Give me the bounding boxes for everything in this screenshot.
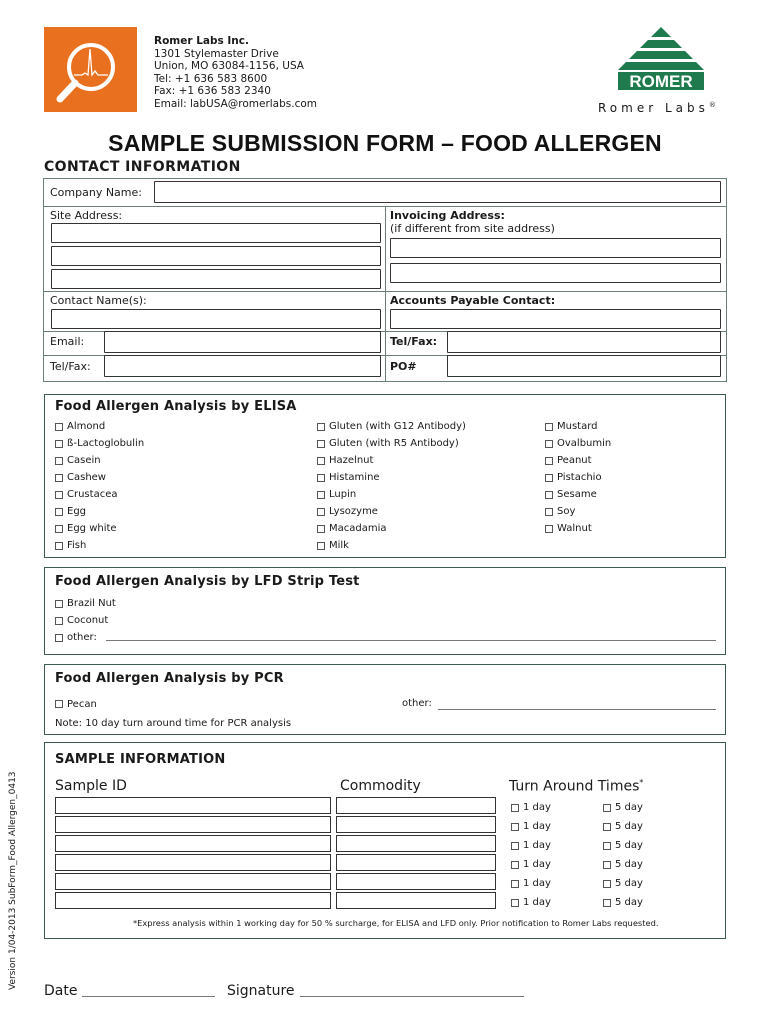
checkbox-item[interactable] — [317, 469, 466, 486]
tat-label: 1 day — [523, 802, 551, 813]
date-label: Date — [44, 983, 78, 999]
elisa-column-1 — [55, 418, 144, 554]
checkbox-item[interactable] — [55, 520, 144, 537]
checkbox-icon[interactable] — [317, 457, 325, 465]
checkbox-item[interactable] — [55, 629, 116, 646]
site-address-field-2[interactable] — [51, 246, 381, 266]
tat-header — [509, 778, 643, 795]
tat-label: 5 day — [615, 878, 643, 889]
checkbox-icon[interactable] — [545, 508, 553, 516]
tel-fax-left-field[interactable] — [104, 355, 381, 377]
checkbox-icon[interactable] — [511, 899, 519, 907]
accounts-payable-field[interactable] — [390, 309, 721, 329]
checkbox-label: Soy — [557, 506, 576, 517]
checkbox-icon[interactable] — [511, 823, 519, 831]
tat-label: 1 day — [523, 878, 551, 889]
magnifier-icon — [44, 27, 137, 112]
accounts-payable-label: Accounts Payable Contact: — [390, 294, 556, 307]
checkbox-label: Pecan — [67, 698, 97, 710]
commodity-field[interactable] — [336, 797, 496, 814]
checkbox-icon[interactable] — [545, 440, 553, 448]
po-label: PO# — [390, 360, 417, 373]
checkbox-label: Hazelnut — [329, 455, 374, 466]
contact-names-field[interactable] — [51, 309, 381, 329]
checkbox-icon[interactable] — [55, 700, 63, 708]
tat-5day-option[interactable] — [603, 798, 643, 817]
elisa-title: Food Allergen Analysis by ELISA — [55, 399, 297, 414]
checkbox-item[interactable] — [545, 418, 611, 435]
checkbox-icon[interactable] — [603, 899, 611, 907]
checkbox-icon[interactable] — [603, 880, 611, 888]
sample-title: SAMPLE INFORMATION — [55, 752, 226, 767]
checkbox-label: Cashew — [67, 472, 106, 483]
checkbox-label: Sesame — [557, 489, 597, 500]
checkbox-label: Egg — [67, 506, 87, 517]
checkbox-icon[interactable] — [55, 440, 63, 448]
tat-asterisk: * — [639, 778, 644, 787]
commodity-header: Commodity — [340, 778, 421, 794]
company-name-field[interactable] — [154, 181, 721, 203]
checkbox-label: Macadamia — [329, 523, 387, 534]
checkbox-item[interactable] — [55, 697, 97, 711]
checkbox-icon[interactable] — [603, 804, 611, 812]
address-line: 1301 Stylemaster Drive — [154, 47, 279, 60]
checkbox-icon[interactable] — [55, 457, 63, 465]
tat-1day-options — [511, 798, 551, 912]
checkbox-icon[interactable] — [545, 474, 553, 482]
tat-header-text: Turn Around Times — [509, 778, 640, 795]
checkbox-icon[interactable] — [603, 861, 611, 869]
express-footnote: *Express analysis within 1 working day for 50 % surcharge, for ELISA and LFD only. Prior notification to Romer Labs requested. — [133, 918, 659, 928]
sample-id-field[interactable] — [55, 816, 331, 833]
checkbox-label: Coconut — [67, 615, 109, 626]
checkbox-icon[interactable] — [55, 474, 63, 482]
commodity-field[interactable] — [336, 854, 496, 871]
address-line: Union, MO 63084-1156, USA — [154, 60, 304, 72]
tat-label: 1 day — [523, 821, 551, 832]
pcr-other-input-line[interactable] — [438, 709, 716, 710]
checkbox-label: other: — [67, 632, 97, 643]
checkbox-icon[interactable] — [317, 423, 325, 431]
pcr-title: Food Allergen Analysis by PCR — [55, 671, 284, 686]
sample-id-field[interactable] — [55, 797, 331, 814]
checkbox-icon[interactable] — [55, 525, 63, 533]
tat-label: 5 day — [615, 840, 643, 851]
checkbox-item[interactable] — [317, 452, 466, 469]
tat-5day-option[interactable] — [603, 855, 643, 874]
checkbox-item[interactable] — [55, 537, 144, 554]
invoicing-address-field-1[interactable] — [390, 238, 721, 258]
company-name-label: Company Name: — [50, 186, 142, 199]
checkbox-label: Gluten (with R5 Antibody) — [329, 438, 459, 449]
romer-labs-magnifier-logo — [44, 27, 137, 112]
lfd-other-input-line[interactable] — [106, 640, 716, 641]
checkbox-item[interactable] — [55, 595, 116, 612]
checkbox-item[interactable] — [55, 469, 144, 486]
site-address-field-3[interactable] — [51, 269, 381, 289]
checkbox-icon[interactable] — [317, 474, 325, 482]
pcr-note: Note: 10 day turn around time for PCR analysis — [55, 718, 292, 729]
checkbox-label: Lupin — [329, 489, 357, 500]
lfd-title: Food Allergen Analysis by LFD Strip Test — [55, 574, 360, 589]
form-version-text: Version 1/04-2013 SubForm_Food Allergen_0413 — [8, 771, 18, 990]
lfd-list — [55, 595, 116, 646]
checkbox-label: Peanut — [557, 455, 592, 466]
date-line[interactable] — [82, 996, 215, 997]
checkbox-icon[interactable] — [55, 508, 63, 516]
sample-id-field[interactable] — [55, 835, 331, 852]
checkbox-item[interactable] — [545, 520, 611, 537]
tat-label: 1 day — [523, 859, 551, 870]
tat-label: 5 day — [615, 897, 643, 908]
checkbox-icon[interactable] — [317, 542, 325, 550]
registered-mark: ® — [708, 101, 716, 109]
tat-1day-option[interactable] — [511, 798, 551, 817]
commodity-field[interactable] — [336, 816, 496, 833]
contact-heading: CONTACT INFORMATION — [44, 159, 241, 175]
tat-5day-options — [603, 798, 643, 912]
email-label: Email: — [50, 335, 85, 348]
tat-1day-option[interactable] — [511, 817, 551, 836]
checkbox-item[interactable] — [317, 435, 466, 452]
tat-5day-option[interactable] — [603, 836, 643, 855]
checkbox-icon[interactable] — [55, 491, 63, 499]
tat-label: 5 day — [615, 821, 643, 832]
address-line: Tel: +1 636 583 8600 — [154, 72, 268, 85]
checkbox-icon[interactable] — [545, 457, 553, 465]
checkbox-item[interactable] — [317, 520, 466, 537]
tat-1day-option[interactable] — [511, 893, 551, 912]
tat-label: 5 day — [615, 802, 643, 813]
commodity-fields — [336, 797, 496, 911]
checkbox-label: Ovalbumin — [557, 438, 612, 449]
checkbox-icon[interactable] — [511, 804, 519, 812]
tel-fax-right-label: Tel/Fax: — [390, 335, 438, 348]
tat-label: 5 day — [615, 859, 643, 870]
signature-label: Signature — [227, 983, 295, 999]
checkbox-label: Crustacea — [67, 489, 118, 500]
checkbox-label: Walnut — [557, 523, 592, 534]
checkbox-label: ß-Lactoglobulin — [67, 438, 145, 449]
invoicing-address-field-2[interactable] — [390, 263, 721, 283]
lab-name: Romer Labs Inc. — [154, 35, 249, 47]
tat-1day-option[interactable] — [511, 836, 551, 855]
invoicing-note: (if different from site address) — [390, 222, 555, 235]
email-field[interactable] — [104, 331, 381, 353]
tat-5day-option[interactable] — [603, 893, 643, 912]
sample-id-field[interactable] — [55, 854, 331, 871]
logo-word: ROMER — [629, 72, 693, 91]
checkbox-label: Histamine — [329, 472, 380, 483]
checkbox-item[interactable] — [545, 435, 611, 452]
invoicing-address-label: Invoicing Address: — [390, 209, 505, 222]
checkbox-icon[interactable] — [511, 842, 519, 850]
tel-fax-left-label: Tel/Fax: — [50, 360, 91, 373]
checkbox-label: Fish — [67, 540, 87, 551]
sample-id-header: Sample ID — [55, 778, 127, 794]
po-field[interactable] — [447, 355, 721, 377]
checkbox-item[interactable] — [55, 435, 144, 452]
divider — [43, 291, 727, 292]
checkbox-item[interactable] — [317, 537, 466, 554]
checkbox-icon[interactable] — [603, 823, 611, 831]
checkbox-item[interactable] — [545, 503, 611, 520]
checkbox-icon[interactable] — [317, 508, 325, 516]
sample-id-field[interactable] — [55, 873, 331, 890]
checkbox-icon[interactable] — [317, 525, 325, 533]
address-line: Fax: +1 636 583 2340 — [154, 85, 271, 97]
checkbox-item[interactable] — [55, 486, 144, 503]
tel-fax-right-field[interactable] — [447, 331, 721, 353]
checkbox-icon[interactable] — [55, 542, 63, 550]
checkbox-icon[interactable] — [545, 525, 553, 533]
checkbox-item[interactable] — [545, 486, 611, 503]
checkbox-icon[interactable] — [317, 440, 325, 448]
tat-5day-option[interactable] — [603, 817, 643, 836]
romer-labs-wordmark — [598, 101, 728, 115]
checkbox-icon[interactable] — [545, 423, 553, 431]
checkbox-item[interactable] — [55, 503, 144, 520]
sample-id-field[interactable] — [55, 892, 331, 909]
checkbox-label: Milk — [329, 540, 349, 551]
page-title: SAMPLE SUBMISSION FORM – FOOD ALLERGEN — [108, 130, 662, 156]
checkbox-icon[interactable] — [511, 880, 519, 888]
pyramid-icon — [596, 24, 726, 102]
checkbox-label: Pistachio — [557, 472, 602, 483]
address-line: Email: labUSA@romerlabs.com — [154, 97, 318, 110]
checkbox-icon[interactable] — [603, 842, 611, 850]
logo-subtitle: Romer Labs — [598, 101, 709, 115]
site-address-field-1[interactable] — [51, 223, 381, 243]
checkbox-item[interactable] — [317, 503, 466, 520]
checkbox-label: Brazil Nut — [67, 598, 116, 609]
checkbox-icon[interactable] — [55, 617, 63, 625]
checkbox-item[interactable] — [55, 612, 116, 629]
checkbox-label: Lysozyme — [329, 506, 378, 517]
checkbox-label: Mustard — [557, 421, 598, 432]
checkbox-icon[interactable] — [317, 491, 325, 499]
lab-address-block — [154, 35, 317, 110]
commodity-field[interactable] — [336, 892, 496, 909]
pcr-other-label: other: — [402, 698, 432, 709]
checkbox-icon[interactable] — [55, 423, 63, 431]
checkbox-item[interactable] — [55, 452, 144, 469]
elisa-column-2 — [317, 418, 466, 554]
checkbox-icon[interactable] — [55, 600, 63, 608]
checkbox-item[interactable] — [55, 418, 144, 435]
contact-names-label: Contact Name(s): — [50, 294, 147, 307]
site-address-label: Site Address: — [50, 209, 123, 222]
sample-id-fields — [55, 797, 331, 911]
tat-1day-option[interactable] — [511, 874, 551, 893]
tat-5day-option[interactable] — [603, 874, 643, 893]
tat-label: 1 day — [523, 897, 551, 908]
checkbox-label: Casein — [67, 455, 101, 466]
checkbox-icon[interactable] — [55, 634, 63, 642]
checkbox-label: Almond — [67, 421, 106, 432]
commodity-field[interactable] — [336, 835, 496, 852]
signature-line[interactable] — [300, 996, 524, 997]
checkbox-item[interactable] — [317, 418, 466, 435]
checkbox-label: Gluten (with G12 Antibody) — [329, 421, 466, 432]
elisa-column-3 — [545, 418, 611, 537]
commodity-field[interactable] — [336, 873, 496, 890]
checkbox-item[interactable] — [317, 486, 466, 503]
checkbox-label: Egg white — [67, 523, 117, 534]
checkbox-icon[interactable] — [511, 861, 519, 869]
tat-1day-option[interactable] — [511, 855, 551, 874]
tat-label: 1 day — [523, 840, 551, 851]
checkbox-icon[interactable] — [545, 491, 553, 499]
checkbox-item[interactable] — [545, 452, 611, 469]
checkbox-item[interactable] — [545, 469, 611, 486]
